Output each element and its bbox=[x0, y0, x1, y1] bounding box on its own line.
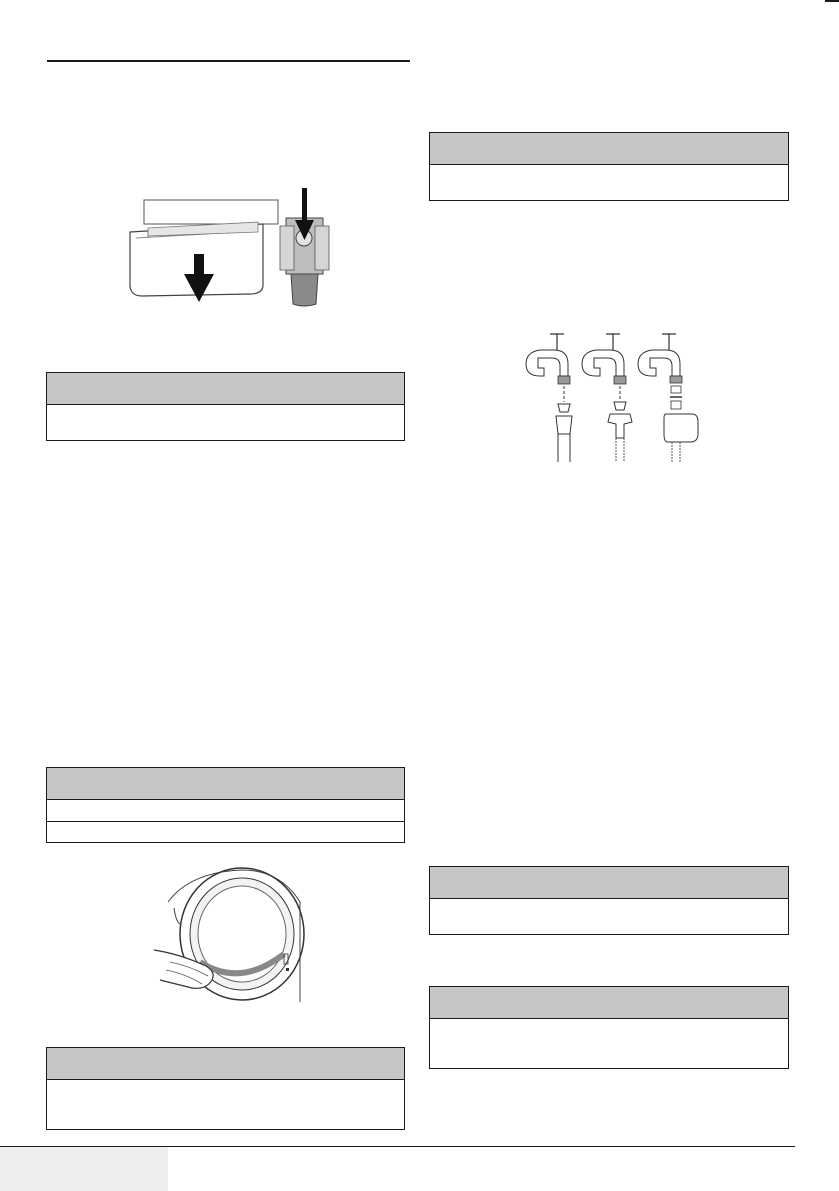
notice-box-row bbox=[47, 405, 404, 440]
notice-box bbox=[46, 372, 405, 441]
notice-box-header bbox=[47, 373, 404, 405]
notice-box-header bbox=[430, 133, 788, 165]
tap-hose-connection-figure bbox=[520, 330, 705, 465]
notice-box bbox=[429, 866, 789, 935]
notice-box-row bbox=[430, 899, 788, 934]
notice-box bbox=[46, 1047, 405, 1130]
notice-box-row bbox=[47, 800, 404, 822]
section-top-rule bbox=[47, 60, 410, 62]
notice-box bbox=[46, 767, 405, 843]
notice-box bbox=[429, 986, 789, 1069]
notice-box-row bbox=[430, 165, 788, 200]
notice-box-row bbox=[430, 1019, 788, 1068]
page-footer-tab bbox=[0, 1147, 168, 1191]
page-corner-mark bbox=[825, 0, 839, 2]
door-seal-cleaning-figure bbox=[150, 862, 310, 1007]
notice-box-header bbox=[430, 987, 788, 1019]
notice-box-header bbox=[47, 768, 404, 800]
notice-box-header bbox=[47, 1048, 404, 1080]
notice-box bbox=[429, 132, 789, 201]
notice-box-row bbox=[47, 822, 404, 842]
notice-box-header bbox=[430, 867, 788, 899]
detergent-drawer-removal-figure bbox=[118, 188, 338, 313]
notice-box-row bbox=[47, 1080, 404, 1129]
